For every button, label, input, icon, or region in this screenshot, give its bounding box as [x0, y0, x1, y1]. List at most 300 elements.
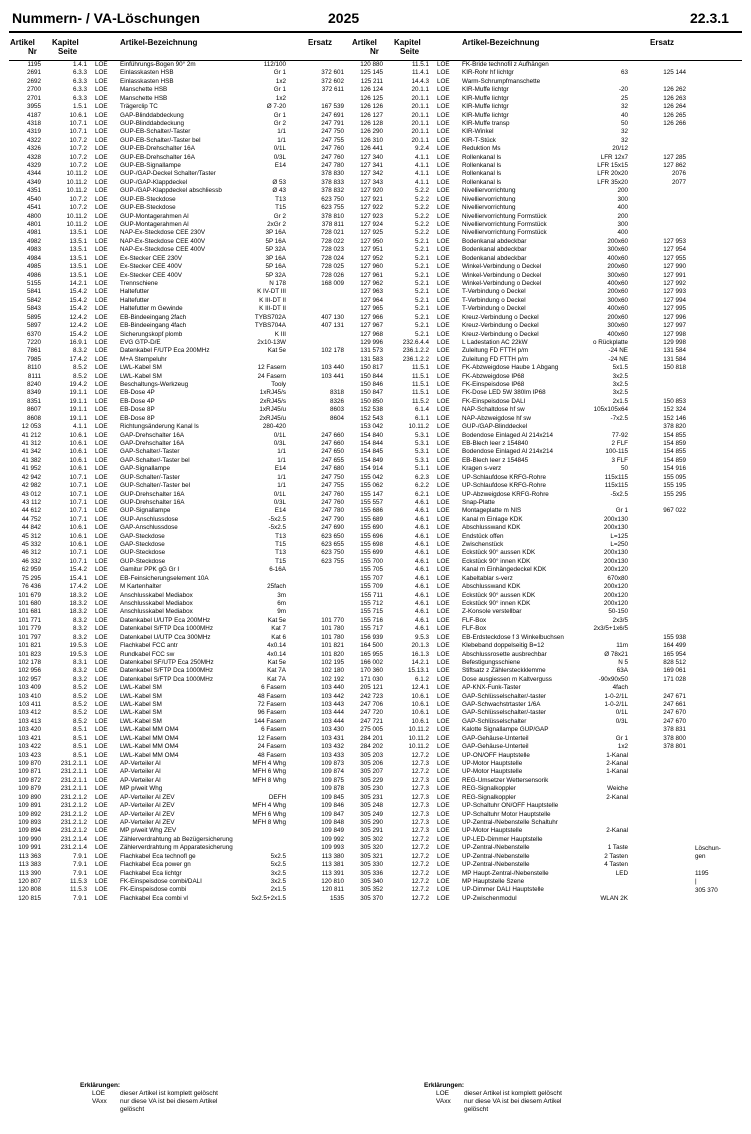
cell-bezeichnung: UP-LED-Dimmer Hauptstelle [462, 835, 543, 843]
cell-bezeichnung: Einführungs-Bogen 90° 2m [120, 61, 196, 68]
cell-status: LOE [95, 886, 108, 894]
cell-status: LOE [95, 414, 108, 422]
cell-artikel-nr: 102 956 [18, 667, 41, 675]
table-row [350, 651, 690, 659]
cell-bezeichnung: Eckstück 90° aussen KDK [462, 591, 536, 599]
cell-kapitel-seite: 10.6.1 [411, 701, 429, 709]
cell-status: LOE [437, 852, 450, 860]
cell-ersatz: 101 780 [321, 633, 344, 641]
table-row [350, 78, 690, 86]
cell-status: LOE [437, 886, 450, 894]
table-row [350, 112, 690, 120]
cell-status: LOE [95, 330, 108, 338]
cell-spec: 2-Kanal [606, 827, 628, 835]
table-row [350, 684, 690, 692]
cell-artikel-nr: 103 421 [18, 734, 41, 742]
cell-status: LOE [95, 473, 108, 481]
table-row [8, 516, 348, 524]
cell-status: LOE [437, 591, 450, 599]
table-row [350, 406, 690, 414]
cell-kapitel-seite: 10.7.1 [69, 515, 87, 523]
cell-ersatz: 378 800 [663, 734, 686, 742]
cell-artikel-nr: 6370 [26, 330, 41, 338]
cell-status: LOE [95, 751, 108, 759]
cell-status: LOE [437, 204, 450, 212]
cell-status: LOE [95, 448, 108, 456]
cell-kapitel-seite: 10.11.2 [66, 178, 87, 186]
table-row [8, 457, 348, 465]
cell-status: LOE [437, 77, 450, 85]
cell-spec: 0/1L [273, 145, 286, 153]
cell-ersatz: 103 443 [321, 701, 344, 709]
cell-status: LOE [95, 86, 108, 94]
cell-status: LOE [95, 221, 108, 229]
cell-ersatz: 378 832 [321, 187, 344, 195]
cell-status: LOE [95, 119, 108, 127]
table-row [8, 154, 348, 162]
cell-bezeichnung: GAP-Anschlussdose [120, 524, 178, 532]
cell-artikel-nr: 101 679 [18, 591, 41, 599]
table-row [350, 575, 690, 583]
cell-bezeichnung: LWL-Kabel SM [120, 692, 162, 700]
cell-status: LOE [95, 852, 108, 860]
cell-spec: 1/1 [277, 482, 286, 490]
cell-ersatz: 126 266 [663, 119, 686, 127]
cell-ersatz: 127 994 [663, 296, 686, 304]
cell-status: LOE [437, 296, 450, 304]
cell-bezeichnung: REG-Signalkoppler [462, 785, 516, 793]
cell-spec: T13 [275, 532, 286, 540]
table-row [350, 322, 690, 330]
cell-ersatz: 127 995 [663, 305, 686, 313]
cell-kapitel-seite: 19.1.1 [69, 389, 87, 397]
cell-bezeichnung: UP-Motor Hauptstelle [462, 760, 523, 768]
legend-text: dieser Artikel ist komplett gelöscht [464, 1090, 562, 1097]
cell-spec: 5P 32A [265, 271, 286, 279]
table-row [350, 768, 690, 776]
cell-spec: Kat 7A [267, 675, 286, 683]
cell-status: LOE [437, 119, 450, 127]
cell-spec: K III-DT II [259, 296, 286, 304]
cell-bezeichnung: M+A Stempeluhr [120, 355, 167, 363]
cell-bezeichnung: Anschlusskabel Mediabox [120, 600, 193, 607]
cell-kapitel-seite: 10.7.1 [69, 119, 87, 127]
cell-bezeichnung: Eckstück 90° innen KDK [462, 600, 531, 607]
cell-status: LOE [95, 397, 108, 405]
cell-bezeichnung: GUP-EB-Schalter/-Taster bel [120, 136, 201, 144]
cell-status: LOE [437, 111, 450, 119]
cell-spec: 25 [620, 94, 628, 102]
table-row [350, 95, 690, 103]
cell-kapitel-seite: 5.3.1 [414, 439, 429, 447]
table-row [8, 634, 348, 642]
cell-status: LOE [437, 473, 450, 481]
cell-spec: -5x2.5 [610, 490, 628, 498]
cell-bezeichnung: EB-Bindeeingang 4fach [120, 322, 187, 330]
cell-artikel-nr: 8240 [26, 381, 41, 389]
table-row [350, 507, 690, 515]
cell-status: LOE [437, 145, 450, 153]
cell-artikel-nr: 109 893 [18, 818, 41, 826]
cell-spec: 144 Fasern [254, 717, 286, 725]
cell-bezeichnung: GUP-Drehschalter 16A [120, 498, 185, 506]
cell-spec: 2x1.5 [270, 886, 286, 894]
cell-ersatz: 247 650 [321, 448, 344, 456]
cell-ersatz: 247 670 [663, 717, 686, 725]
cell-artikel-nr: 102 178 [18, 658, 41, 666]
cell-artikel-nr: 127 924 [360, 221, 383, 229]
cell-ersatz: 372 602 [321, 77, 344, 85]
table-row [8, 642, 348, 650]
cell-bezeichnung: GAP-Steckdose [120, 532, 165, 540]
cell-bezeichnung: T-Verbindung o Deckel [462, 305, 526, 313]
cell-bezeichnung: UP-Zentral-/Nebenstelle [462, 861, 530, 869]
table-row [350, 836, 690, 844]
table-row [350, 128, 690, 136]
cell-kapitel-seite: 6.2.2 [414, 482, 429, 490]
cell-spec: LED [615, 869, 628, 877]
cell-kapitel-seite: 5.2.2 [414, 221, 429, 229]
cell-bezeichnung: Montageplatte m NIS [462, 507, 522, 515]
page-date: 22.3.1 [690, 10, 729, 26]
cell-ersatz: 155 938 [663, 633, 686, 641]
cell-bezeichnung: GUP-Steckdose [120, 549, 166, 557]
cell-status: LOE [95, 701, 108, 709]
cell-artikel-nr: 127 952 [360, 254, 383, 262]
cell-ersatz: 247 750 [321, 128, 344, 136]
cell-artikel-nr: 62 959 [21, 566, 41, 574]
cell-kapitel-seite: 231.2.1.2 [60, 827, 87, 835]
cell-bezeichnung: EB-Feinsicherungselement 10A [120, 574, 209, 582]
cell-ersatz: 103 442 [321, 692, 344, 700]
cell-bezeichnung: Stiftsatz z Zählersteckklemme [462, 667, 546, 675]
table-row [350, 524, 690, 532]
cell-artikel-nr: 109 871 [18, 768, 41, 776]
cell-spec: 5P 16A [265, 263, 286, 271]
table-row [350, 187, 690, 195]
cell-status: LOE [437, 667, 450, 675]
table-row [350, 499, 690, 507]
cell-ersatz: 102 178 [321, 347, 344, 355]
table-row [8, 819, 348, 827]
table-row [350, 870, 690, 878]
cell-ersatz: 623 755 [321, 557, 344, 565]
cell-status: LOE [95, 431, 108, 439]
cell-bezeichnung: GAP-Schwachstrtaster 1/6A [462, 701, 541, 709]
table-row [350, 642, 690, 650]
cell-kapitel-seite: 19.5.3 [69, 650, 87, 658]
cell-kapitel-seite: 12.4.2 [69, 322, 87, 330]
table-row [350, 709, 690, 717]
cell-status: LOE [437, 701, 450, 709]
cell-status: LOE [437, 810, 450, 818]
cell-artikel-nr: 101 821 [18, 642, 41, 650]
side-note-to: 305 370 [695, 886, 718, 894]
cell-artikel-nr: 305 203 [360, 751, 383, 759]
table-row [8, 128, 348, 136]
cell-bezeichnung: UP-Dimmer DALI Hauptstelle [462, 886, 544, 894]
cell-status: LOE [437, 237, 450, 245]
cell-spec: MFH 6 Whg [252, 768, 286, 776]
page-year: 2025 [328, 10, 360, 26]
cell-spec: 24 Fasern [257, 743, 286, 751]
table-row [8, 440, 348, 448]
cell-artikel-nr: 155 707 [360, 574, 383, 582]
legend-key: LOE [92, 1090, 106, 1097]
cell-spec: 4x0.14 [267, 650, 286, 658]
table-row [350, 448, 690, 456]
cell-ersatz: 103 440 [321, 364, 344, 372]
cell-artikel-nr: 126 126 [360, 103, 383, 111]
cell-bezeichnung: Datenkabel SF/UTP Eca 250MHz [120, 658, 214, 666]
cell-bezeichnung: EB-Bindeeingang 2fach [120, 313, 187, 321]
cell-ersatz: 728 026 [321, 271, 344, 279]
cell-bezeichnung: FK-Einspeisdose combi/DALI [120, 877, 202, 885]
cell-bezeichnung: MP Haupt-Zentral-/Nebenstelle [462, 869, 549, 877]
table-row [8, 499, 348, 507]
cell-bezeichnung: UP-ON/OFF Hauptstelle [462, 751, 530, 759]
cell-spec: T13 [275, 195, 286, 203]
cell-kapitel-seite: 6.1.2 [414, 675, 429, 683]
cell-bezeichnung: GUP-Steckdose [120, 557, 166, 565]
cell-spec: 1xRJ45/s [259, 389, 286, 397]
cell-ersatz: 127 993 [663, 288, 686, 296]
cell-spec: 1x2 [617, 743, 628, 751]
cell-bezeichnung: GAP-Gehäuse-Unterteil [462, 743, 529, 751]
cell-spec: Kat 5e [267, 658, 286, 666]
cell-artikel-nr: 129 996 [360, 338, 383, 346]
cell-artikel-nr: 154 845 [360, 448, 383, 456]
table-row [8, 423, 348, 431]
cell-bezeichnung: UP-Zwischenmodul [462, 894, 517, 902]
table-row [350, 280, 690, 288]
legend-title: Erklärungen: [80, 1082, 121, 1089]
cell-bezeichnung: Bodendose Einlaged Al 214x214 [462, 448, 554, 456]
cell-bezeichnung: LWL-Kabel SM [120, 701, 162, 709]
cell-kapitel-seite: 10.6.1 [411, 709, 429, 717]
cell-spec: L=125 [610, 532, 628, 540]
cell-artikel-nr: 127 925 [360, 229, 383, 237]
table-row [8, 356, 348, 364]
cell-spec: 50 [620, 465, 628, 473]
cell-ersatz: 109 992 [321, 835, 344, 843]
cell-bezeichnung: GAP-Schalter/-Taster [120, 448, 180, 456]
cell-spec: 0/3L [273, 498, 286, 506]
cell-spec: 3x2.5 [612, 381, 628, 389]
cell-ersatz: 127 955 [663, 254, 686, 262]
cell-ersatz: 247 655 [321, 456, 344, 464]
cell-spec: 5x1.5 [612, 364, 628, 372]
cell-bezeichnung: M Kartenhalter [120, 583, 162, 591]
cell-bezeichnung: UP-Abzweigdose KRFG-Rohre [462, 490, 549, 498]
cell-status: LOE [95, 490, 108, 498]
cell-bezeichnung: KIR-Muffe lichtgr [462, 111, 509, 119]
cell-status: LOE [95, 684, 108, 692]
cell-spec: 50-150 [608, 608, 628, 616]
cell-kapitel-seite: 12.7.2 [411, 852, 429, 860]
cell-kapitel-seite: 8.5.2 [72, 709, 87, 717]
cell-kapitel-seite: 5.2.1 [414, 254, 429, 262]
cell-artikel-nr: 155 709 [360, 583, 383, 591]
cell-kapitel-seite: 231.2.1.1 [60, 768, 87, 776]
cell-artikel-nr: 120 807 [18, 877, 41, 885]
cell-artikel-nr: 127 960 [360, 263, 383, 271]
cell-ersatz: 126 263 [663, 94, 686, 102]
cell-ersatz: 120 811 [321, 886, 344, 894]
legend-text: dieser Artikel ist komplett gelöscht [120, 1090, 218, 1097]
cell-kapitel-seite: 5.3.1 [414, 456, 429, 464]
table-row [350, 617, 690, 625]
cell-status: LOE [95, 793, 108, 801]
cell-ersatz: 154 859 [663, 439, 686, 447]
cell-bezeichnung: Flachkabel FCC antr [120, 642, 178, 650]
cell-bezeichnung: Datenkabel S/FTP Dca 1000MHz [120, 625, 213, 633]
cell-kapitel-seite: 10.11.2 [408, 423, 429, 431]
table-row [350, 465, 690, 473]
cell-ersatz: 155 095 [663, 473, 686, 481]
cell-artikel-nr: 154 849 [360, 456, 383, 464]
cell-kapitel-seite: 6.1.1 [414, 414, 429, 422]
cell-bezeichnung: FK-Einspeisdose DALI [462, 397, 526, 405]
cell-bezeichnung: Abschlusswand KDK [462, 524, 521, 532]
cell-kapitel-seite: 12.4.2 [69, 313, 87, 321]
cell-ersatz: 623 750 [321, 195, 344, 203]
cell-status: LOE [437, 431, 450, 439]
cell-ersatz: 8603 [329, 406, 344, 414]
cell-status: LOE [437, 322, 450, 330]
cell-bezeichnung: UP-Zentral-/Nebenstelle Schaltuhr [462, 818, 558, 826]
cell-artikel-nr: 127 963 [360, 288, 383, 296]
cell-ersatz: 127 998 [663, 330, 686, 338]
cell-bezeichnung: GUP-EB-Schalter/-Taster [120, 128, 191, 136]
cell-status: LOE [437, 608, 450, 616]
cell-bezeichnung: Dose ausgiessen m Kaltverguss [462, 675, 552, 683]
cell-spec: Tooly [271, 381, 286, 389]
cell-status: LOE [437, 524, 450, 532]
cell-artikel-nr: 41 212 [21, 431, 41, 439]
cell-spec: 1-0-2/1L [604, 701, 628, 709]
cell-status: LOE [437, 381, 450, 389]
cell-ersatz: 103 432 [321, 743, 344, 751]
cell-ersatz: 126 264 [663, 103, 686, 111]
table-row [350, 204, 690, 212]
cell-bezeichnung: GUP-EB-Drehschalter 16A [120, 153, 195, 161]
cell-spec: 200x130 [603, 524, 628, 532]
cell-artikel-nr: 171 030 [360, 675, 383, 683]
table-row [8, 229, 348, 237]
cell-bezeichnung: Zählerverdrahtung m Apparatesicherung [120, 844, 233, 852]
cell-bezeichnung: Kalotte Signallampe GUP/GAP [462, 726, 549, 734]
cell-artikel-nr: 4800 [26, 212, 41, 220]
cell-bezeichnung: GUP-Montagerahmen Al [120, 221, 189, 229]
cell-artikel-nr: 165 955 [360, 650, 383, 658]
legend-title: Erklärungen: [424, 1082, 465, 1089]
col-kapitel: Kapitel [394, 38, 421, 47]
cell-spec: LFR 15x15 [597, 162, 628, 170]
cell-ersatz: 101 770 [321, 616, 344, 624]
cell-kapitel-seite: 5.2.2 [414, 204, 429, 212]
cell-spec: 50 [620, 119, 628, 127]
table-row [8, 844, 348, 852]
cell-artikel-nr: 4981 [26, 229, 41, 237]
cell-kapitel-seite: 231.2.1.1 [60, 785, 87, 793]
cell-kapitel-seite: 231.2.1.2 [60, 802, 87, 810]
table-row [350, 440, 690, 448]
cell-kapitel-seite: 6.3.3 [72, 69, 87, 77]
cell-kapitel-seite: 8.3.2 [72, 347, 87, 355]
cell-bezeichnung: GAP-Schlüsselschalter/-taster [462, 709, 546, 717]
cell-bezeichnung: Kanal m Einlage KDK [462, 515, 523, 523]
cell-bezeichnung: Z-Konsole verstellbar [462, 608, 522, 616]
cell-artikel-nr: 113 390 [18, 869, 41, 877]
cell-artikel-nr: 155 715 [360, 608, 383, 616]
cell-bezeichnung: Richtungsänderung Kanal ls [120, 423, 199, 431]
legend-left [80, 1082, 340, 1114]
cell-status: LOE [437, 364, 450, 372]
cell-kapitel-seite: 5.2.1 [414, 330, 429, 338]
cell-ersatz: 2077 [671, 178, 686, 186]
cell-kapitel-seite: 13.5.1 [69, 263, 87, 271]
cell-artikel-nr: 2700 [26, 86, 41, 94]
cell-bezeichnung: FK-Dose LED 5W 380lm IP68 [462, 389, 546, 397]
cell-bezeichnung: LWL-Kabel SM [120, 372, 162, 380]
cell-status: LOE [95, 717, 108, 725]
cell-kapitel-seite: 15.4.2 [69, 288, 87, 296]
cell-kapitel-seite: 5.3.1 [414, 431, 429, 439]
cell-bezeichnung: FLF-Box [462, 616, 487, 624]
cell-kapitel-seite: 4.6.1 [414, 600, 429, 607]
cell-kapitel-seite: 8.5.2 [72, 364, 87, 372]
cell-kapitel-seite: 8.5.1 [72, 743, 87, 751]
cell-artikel-nr: 76 436 [21, 583, 41, 591]
cell-ersatz: 127 991 [663, 271, 686, 279]
cell-status: LOE [95, 456, 108, 464]
cell-status: LOE [437, 153, 450, 161]
table-row [350, 263, 690, 271]
cell-kapitel-seite: 11.5.1 [411, 372, 429, 380]
table-row [8, 684, 348, 692]
cell-spec: 5x2.5 [270, 861, 286, 869]
cell-ersatz: 155 295 [663, 490, 686, 498]
cell-ersatz: 101 821 [321, 642, 344, 650]
cell-status: LOE [437, 128, 450, 136]
cell-artikel-nr: 127 962 [360, 279, 383, 287]
cell-artikel-nr: 126 127 [360, 111, 383, 119]
cell-status: LOE [437, 776, 450, 784]
cell-artikel-nr: 284 202 [360, 743, 383, 751]
cell-spec: 6m [277, 600, 286, 607]
cell-status: LOE [95, 532, 108, 540]
cell-kapitel-seite: 12.7.2 [411, 877, 429, 885]
cell-kapitel-seite: 8.5.1 [72, 734, 87, 742]
table-row [350, 398, 690, 406]
cell-artikel-nr: 126 128 [360, 119, 383, 127]
cell-artikel-nr: 155 042 [360, 473, 383, 481]
cell-ersatz: 131 584 [663, 355, 686, 363]
col-ersatz: Ersatz [308, 38, 333, 47]
table-row [8, 272, 348, 280]
cell-status: LOE [95, 760, 108, 768]
cell-bezeichnung: MP Hauptstelle Szene [462, 877, 525, 885]
cell-spec: Ø 43 [272, 187, 286, 195]
cell-kapitel-seite: 4.6.1 [414, 591, 429, 599]
cell-spec: 400 [617, 229, 628, 237]
cell-artikel-nr: 155 689 [360, 515, 383, 523]
cell-kapitel-seite: 4.6.1 [414, 532, 429, 540]
cell-artikel-nr: 8110 [27, 364, 41, 372]
cell-status: LOE [437, 557, 450, 565]
cell-kapitel-seite: 5.2.1 [414, 296, 429, 304]
